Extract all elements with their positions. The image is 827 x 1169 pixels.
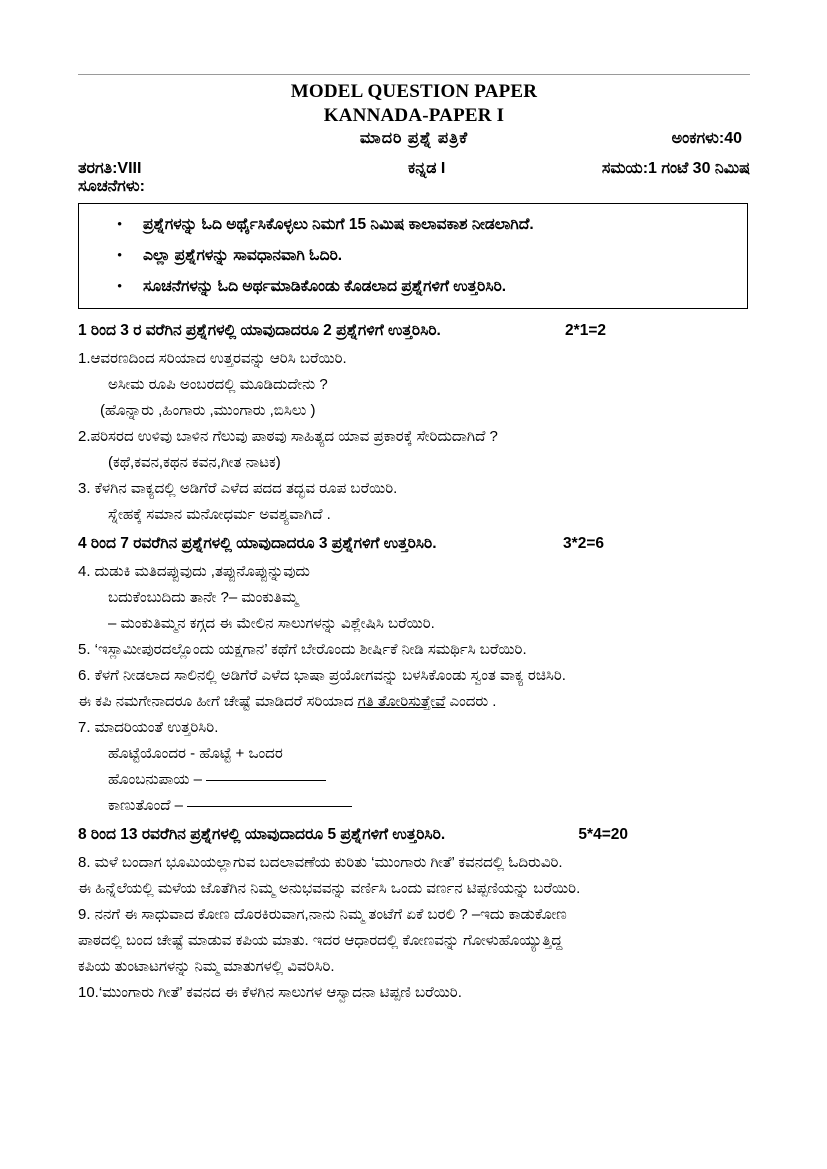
question-line: – ಮಂಕುತಿಮ್ಮನ ಕಗ್ಗದ ಈ ಮೇಲಿನ ಸಾಲುಗಳನ್ನು ವಿಶ್ಲೇಷಿಸಿ ಬರೆಯಿರಿ. (108, 615, 435, 632)
underlined-phrase: ಗತಿ ತೋರಿಸುತ್ತೇವೆ (357, 693, 446, 710)
instruction-text: ಎಲ್ಲಾ ಪ್ರಶ್ನೆಗಳನ್ನು ಸಾವಧಾನವಾಗಿ ಓದಿರಿ. (143, 247, 343, 264)
answer-blank-line (187, 806, 352, 807)
section-marks: 3*2=6 (563, 535, 604, 552)
blank-item (108, 767, 754, 792)
question-item: 6. ಕೆಳಗೆ ನೀಡಲಾದ ಸಾಲಿನಲ್ಲಿ ಅಡಿಗೆರೆ ಎಳೆದ ಭಾಷಾ ಪ್ರಯೋಗವನ್ನು ಬಳಸಿಕೊಂಡು ಸ್ವಂತ ವಾಕ್ಯ ರಚಿಸಿರಿ. (78, 667, 566, 684)
section-heading-text: 4 ರಿಂದ 7 ರವರೆಗಿನ ಪ್ರಶ್ನೆಗಳಲ್ಲಿ ಯಾವುದಾದರೂ 3 ಪ್ರಶ್ನೆಗಳಿಗೆ ಉತ್ತರಿಸಿರಿ. (78, 535, 437, 552)
section-heading-text: 1 ರಿಂದ 3 ರ ವರೆಗಿನ ಪ್ರಶ್ನೆಗಳಲ್ಲಿ ಯಾವುದಾದರೂ 2 ಪ್ರಶ್ನೆಗಳಿಗೆ ಉತ್ತರಿಸಿರಿ. (78, 322, 441, 339)
bullet-icon: • (117, 248, 123, 264)
section-heading-2 (78, 531, 754, 557)
blank-label: ಹೊಂಬನುಪಾಯ – (108, 771, 207, 788)
section-marks: 5*4=20 (578, 826, 628, 843)
question-item: 5. ‘ಇಸ್ಲಾಮೀಪುರದಲ್ಲೊಂದು ಯಕ್ಷಗಾನ’ ಕಥೆಗೆ ಬೇರೊಂದು ಶೀರ್ಷಿಕೆ ನೀಡಿ ಸಮರ್ಥಿಸಿ ಬರೆಯಿರಿ. (78, 641, 527, 658)
instructions-box (78, 203, 748, 309)
question-options: (ಕಥೆ,ಕವನ,ಕಥನ ಕವನ,ಗೀತ ನಾಟಕ) (108, 454, 281, 471)
kannada-title-row (78, 130, 750, 156)
page-title-english: MODEL QUESTION PAPER (290, 81, 538, 102)
document-header (78, 80, 750, 188)
instruction-item (87, 214, 739, 236)
question-line: ಪಾಠದಲ್ಲಿ ಬಂದ ಚೇಷ್ಟೆ ಮಾಡುವ ಕಪಿಯ ಮಾತು. ಇದರ ಆಧಾರದಲ್ಲಿ ಕೋಣವನ್ನು ಗೋಳುಹೊಯ್ಯುತ್ತಿದ್ದ (78, 932, 563, 949)
instruction-text: ಪ್ರಶ್ನೆಗಳನ್ನು ಓದಿ ಅರ್ಥೈಸಿಕೊಳ್ಳಲು ನಿಮಗೆ 15 ನಿಮಿಷ ಕಾಲಾವಕಾಶ ನೀಡಲಾಗಿದೆ. (143, 216, 534, 233)
question-item: 7. ಮಾದರಿಯಂತೆ ಉತ್ತರಿಸಿರಿ. (78, 719, 219, 736)
question-line-after: ಎಂದರು . (445, 693, 497, 710)
question-example: ಹೊಟ್ಟೆಯೊಂದರ - ಹೊಟ್ಟೆ + ಒಂದರ (108, 745, 283, 762)
bullet-icon: • (117, 279, 123, 295)
section-heading-1 (78, 318, 754, 344)
page-subtitle-english: KANNADA-PAPER I (323, 105, 505, 126)
question-sentence: ಸ್ನೇಹಕ್ಕೆ ಸಮಾನ ಮನೋಧರ್ಮ ಅವಶ್ಯವಾಗಿದೆ . (108, 506, 331, 523)
questions-content (78, 314, 754, 1005)
blank-item (108, 793, 754, 818)
time-label: ಸಮಯ:1 ಗಂಟೆ 30 ನಿಮಿಷ (601, 160, 750, 177)
question-options: (ಹೊನ್ನಾರು ,ಹಿಂಗಾರು ,ಮುಂಗಾರು ,ಬಿಸಿಲು ) (100, 402, 316, 419)
question-item: 9. ನನಗೆ ಈ ಸಾಧುವಾದ ಕೋಣ ದೊರಕಿರುವಾಗ,ನಾನು ನಿಮ್ಮ ತಂಟೆಗೆ ಏಕೆ ಬರಲಿ ? –ಇದು ಕಾಡುಕೋಣ (78, 906, 567, 923)
answer-blank-line (206, 780, 326, 781)
question-line: ಬದುಕೆಂಬುದಿದು ತಾನೇ ?– ಮಂಕುತಿಮ್ಮ (108, 589, 299, 606)
instruction-item (87, 276, 739, 298)
blank-label: ಕಾಣುತೊಂದೆ – (108, 797, 188, 814)
question-line: ಈ ಹಿನ್ನೆಲೆಯಲ್ಲಿ ಮಳೆಯ ಜೊತೆಗಿನ ನಿಮ್ಮ ಅನುಭವವನ್ನು ವರ್ಣಿಸಿ ಒಂದು ವರ್ಣನ ಟಿಪ್ಪಣಿಯನ್ನು ಬರೆಯಿರಿ. (78, 880, 581, 897)
question-line-underlined (78, 689, 754, 714)
question-line: ಕಪಿಯ ತುಂಟಾಟಗಳನ್ನು ನಿಮ್ಮ ಮಾತುಗಳಲ್ಲಿ ವಿವರಿಸಿರಿ. (78, 958, 335, 975)
total-marks-label: ಅಂಕಗಳು:40 (671, 130, 742, 147)
question-item: ಅಸೀಮ ರೂಪಿ ಅಂಬರದಲ್ಲಿ ಮೂಡಿದುದೇನು ? (108, 376, 328, 393)
question-item: 3. ಕೆಳಗಿನ ವಾಕ್ಯದಲ್ಲಿ ಅಡಿಗೆರೆ ಎಳೆದ ಪದದ ತದ್ಭವ ರೂಪ ಬರೆಯಿರಿ. (78, 480, 398, 497)
question-line-before: ಈ ಕಪಿ ನಮಗೇನಾದರೂ ಹೀಗೆ ಚೇಷ್ಟೆ ಮಾಡಿದರೆ ಸರಿಯಾದ (78, 693, 358, 710)
header-divider (78, 74, 750, 75)
instructions-heading: ಸೂಚನೆಗಳು: (78, 178, 145, 195)
instruction-item (87, 245, 739, 267)
instruction-text: ಸೂಚನೆಗಳನ್ನು ಓದಿ ಅರ್ಥಮಾಡಿಕೊಂಡು ಕೊಡಲಾದ ಪ್ರಶ್ನೆಗಳಿಗೆ ಉತ್ತರಿಸಿರಿ. (143, 278, 507, 295)
section-marks: 2*1=2 (565, 322, 606, 339)
class-label: ತರಗತಿ:VIII (78, 160, 142, 177)
question-item: 2.ಪರಿಸರದ ಉಳಿವು ಬಾಳಿನ ಗೆಲುವು ಪಾಠವು ಸಾಹಿತ್ಯದ ಯಾವ ಪ್ರಕಾರಕ್ಕೆ ಸೇರಿದುದಾಗಿದೆ ? (78, 428, 498, 445)
question-item: 1.ಆವರಣದಿಂದ ಸರಿಯಾದ ಉತ್ತರವನ್ನು ಆರಿಸಿ ಬರೆಯಿರಿ. (78, 350, 347, 367)
bullet-icon: • (117, 217, 123, 233)
subject-label: ಕನ್ನಡ I (408, 160, 446, 177)
section-heading-text: 8 ರಿಂದ 13 ರವರೆಗಿನ ಪ್ರಶ್ನೆಗಳಲ್ಲಿ ಯಾವುದಾದರೂ 5 ಪ್ರಶ್ನೆಗಳಿಗೆ ಉತ್ತರಿಸಿರಿ. (78, 826, 446, 843)
class-subject-time-row (78, 160, 750, 188)
page-title-kannada: ಮಾದರಿ ಪ್ರಶ್ನೆ ಪತ್ರಿಕೆ (359, 130, 469, 147)
question-item: 10.‘ಮುಂಗಾರು ಗೀತೆ’ ಕವನದ ಈ ಕೆಳಗಿನ ಸಾಲುಗಳ ಆಸ್ವಾದನಾ ಟಿಪ್ಪಣಿ ಬರೆಯಿರಿ. (78, 984, 462, 1001)
question-item: 4. ದುಡುಕಿ ಮತಿದಪ್ಪುವುದು ,ತಪ್ಪುನೊಪ್ಪುನ್ನುವುದು (78, 563, 310, 580)
question-item: 8. ಮಳೆ ಬಂದಾಗ ಭೂಮಿಯಲ್ಲಾಗುವ ಬದಲಾವಣೆಯ ಕುರಿತು ‘ಮುಂಗಾರು ಗೀತೆ’ ಕವನದಲ್ಲಿ ಓದಿರುವಿರಿ. (78, 854, 563, 871)
section-heading-3 (78, 822, 754, 848)
